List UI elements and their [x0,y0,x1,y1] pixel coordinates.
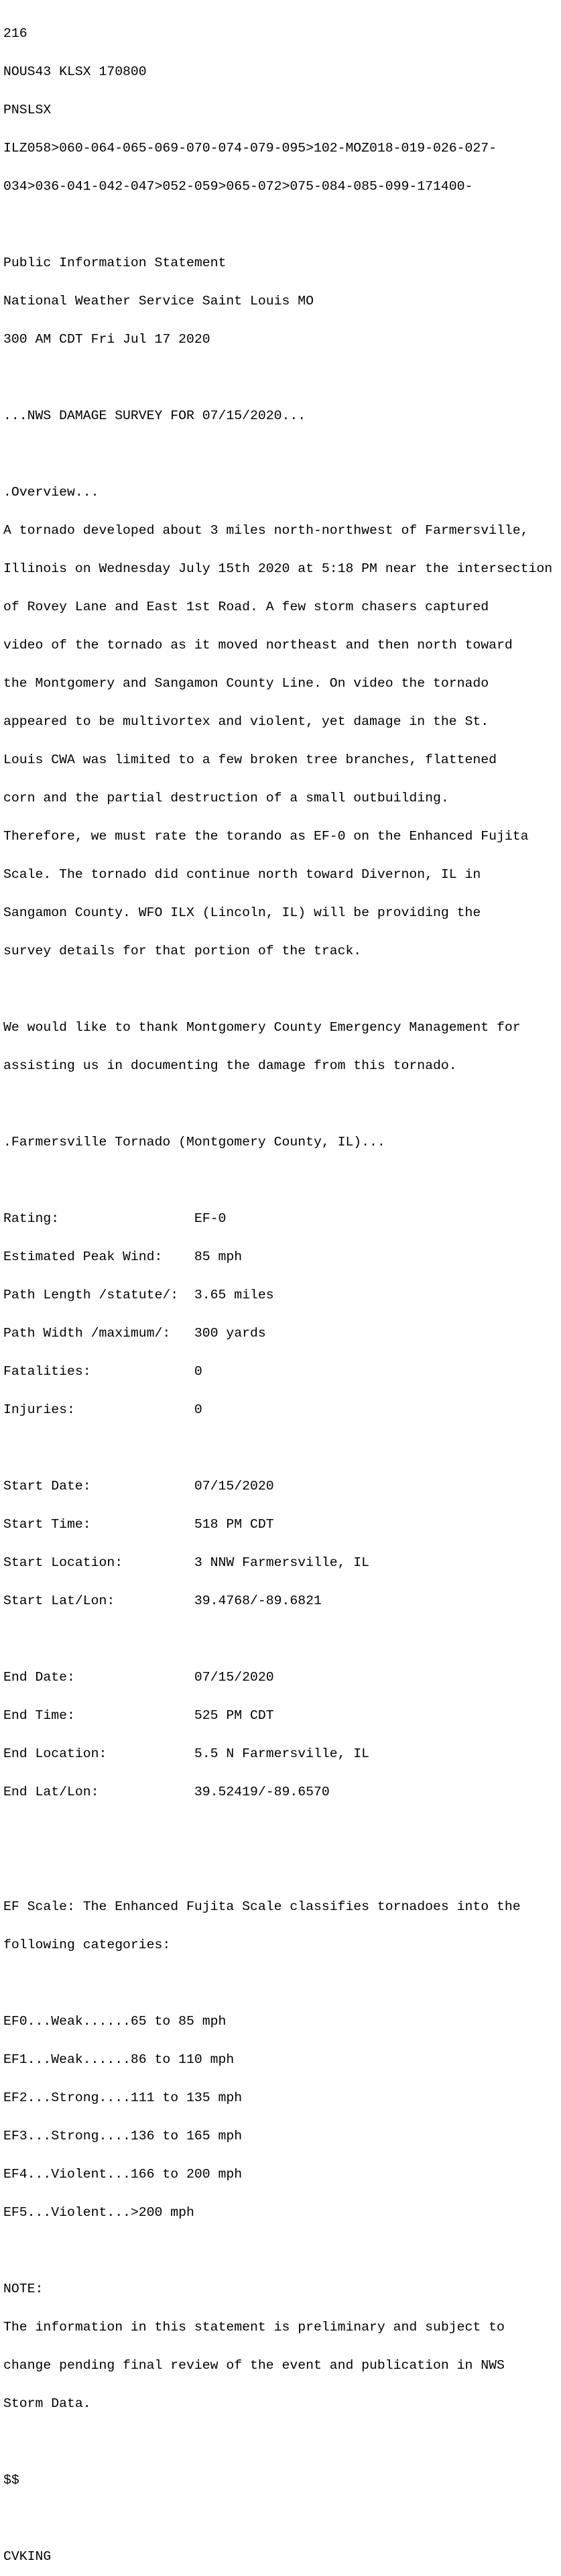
headline: ...NWS DAMAGE SURVEY FOR 07/15/2020... [3,408,306,423]
stat-peak-wind: Estimated Peak Wind: 85 mph [3,1249,243,1264]
ugc-zone-line: ILZ058>060-064-065-069-070-074-079-095>102-MOZ018-019-026-027- [3,141,497,156]
product-header-line: NOUS43 KLSX 170800 [3,64,147,79]
blank-line [3,1442,561,1455]
ef-scale-row: EF5...Violent...>200 mph [3,2205,194,2220]
end-date: End Date: 07/15/2020 [3,1670,274,1685]
blank-line [3,2436,561,2449]
blank-line [3,2245,561,2257]
ef-scale-row: EF0...Weak......65 to 85 mph [3,2014,227,2029]
ef-scale-row: EF3...Strong....136 to 165 mph [3,2129,243,2143]
ef-scale-intro-line: EF Scale: The Enhanced Fujita Scale classifies tornadoes into the [3,1899,521,1914]
end-lat-lon: End Lat/Lon: 39.52419/-89.6570 [3,1785,330,1799]
product-header-line: 216 [3,26,27,41]
start-date: Start Date: 07/15/2020 [3,1479,274,1494]
blank-line [3,219,561,231]
ef-scale-intro-line: following categories: [3,1938,171,1952]
forecaster-signature: CVKING [3,2549,52,2564]
note-line: change pending final review of the event and publication in NWS [3,2358,505,2373]
overview-line: Sangamon County. WFO ILX (Lincoln, IL) will be providing the [3,905,481,920]
stat-fatalities: Fatalities: 0 [3,1364,202,1379]
ef-scale-row: EF4...Violent...166 to 200 mph [3,2167,243,2182]
blank-line [3,1824,561,1837]
blank-line [3,1977,561,1990]
overview-line: video of the tornado as it moved northeast and then north toward [3,638,513,653]
stat-path-width: Path Width /maximum/: 300 yards [3,1326,266,1341]
overview-line: Scale. The tornado did continue north toward Divernon, IL in [3,867,481,882]
blank-line [3,372,561,384]
start-location: Start Location: 3 NNW Farmersville, IL [3,1555,370,1570]
statement-title: Public Information Statement [3,256,227,270]
blank-line [3,2512,561,2525]
product-header-line: PNSLSX [3,103,52,117]
ef-scale-row: EF1...Weak......86 to 110 mph [3,2052,235,2067]
overview-line: survey details for that portion of the track. [3,944,362,958]
end-time: End Time: 525 PM CDT [3,1708,274,1723]
issuing-office: National Weather Service Saint Louis MO [3,294,314,309]
blank-line [3,1862,561,1875]
stat-path-length: Path Length /statute/: 3.65 miles [3,1288,274,1302]
thanks-line: We would like to thank Montgomery County Emergency Management for [3,1020,521,1035]
blank-line [3,1098,561,1111]
overview-line: of Rovey Lane and East 1st Road. A few storm chasers captured [3,600,489,614]
blank-line [3,1633,561,1646]
end-location: End Location: 5.5 N Farmersville, IL [3,1746,370,1761]
blank-line [3,448,561,461]
overview-line: Louis CWA was limited to a few broken tree branches, flattened [3,752,497,767]
note-heading: NOTE: [3,2282,44,2296]
blank-line [3,1174,561,1187]
start-time: Start Time: 518 PM CDT [3,1517,274,1532]
overview-line: A tornado developed about 3 miles north-northwest of Farmersville, [3,523,529,538]
issue-time: 300 AM CDT Fri Jul 17 2020 [3,332,210,347]
stat-injuries: Injuries: 0 [3,1402,202,1417]
tornado-heading: .Farmersville Tornado (Montgomery County, IL)... [3,1135,385,1150]
note-line: The information in this statement is preliminary and subject to [3,2320,505,2335]
overview-line: appeared to be multivortex and violent, yet damage in the St. [3,714,489,729]
stat-rating: Rating: EF-0 [3,1211,227,1226]
thanks-line: assisting us in documenting the damage from this tornado. [3,1058,457,1073]
overview-line: Therefore, we must rate the torando as EF-0 on the Enhanced Fujita [3,829,529,844]
overview-line: corn and the partial destruction of a small outbuilding. [3,791,449,805]
blank-line [3,983,561,996]
start-lat-lon: Start Lat/Lon: 39.4768/-89.6821 [3,1593,322,1608]
overview-line: Illinois on Wednesday July 15th 2020 at 5:18 PM near the intersection [3,561,553,576]
overview-heading: .Overview... [3,485,99,500]
overview-line: the Montgomery and Sangamon County Line. On video the tornado [3,676,489,691]
ugc-zone-line: 034>036-041-042-047>052-059>065-072>075-084-085-099-171400- [3,179,473,194]
ef-scale-row: EF2...Strong....111 to 135 mph [3,2090,243,2105]
product-terminator: $$ [3,2473,19,2487]
note-line: Storm Data. [3,2396,91,2411]
